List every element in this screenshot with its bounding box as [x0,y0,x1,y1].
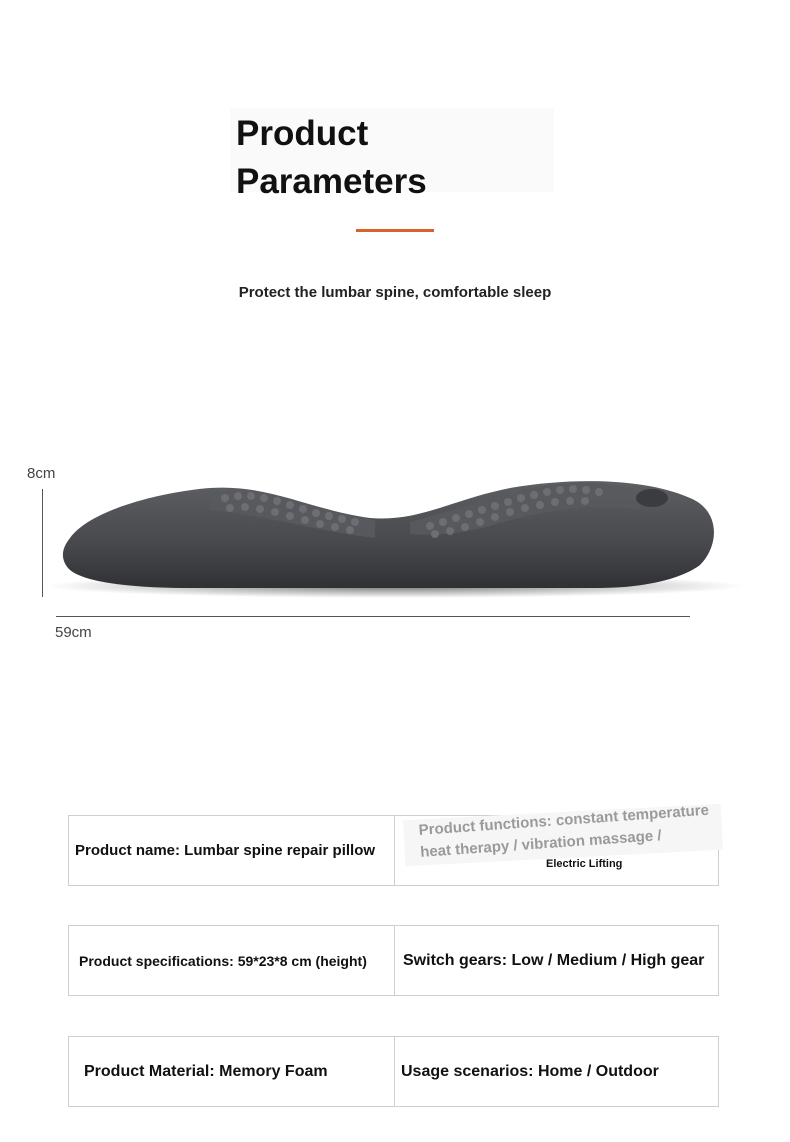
pillow-image [40,470,750,610]
spec-product-specifications: Product specifications: 59*23*8 cm (height) [79,952,367,969]
title-line-1: Product [236,114,369,153]
width-dimension-line [56,616,690,617]
spec-product-functions: Product functions: constant temperature heat therapy / vibration massage / [418,801,710,861]
control-knob [636,489,668,507]
spec-cell-product-material [68,1036,395,1107]
accent-divider [356,229,434,232]
spec-cell-product-name [68,815,395,886]
width-dimension-label: 59cm [55,624,92,641]
spec-product-functions-extra: Electric Lifting [546,858,623,870]
page-title [236,110,427,206]
spec-product-material: Product Material: Memory Foam [84,1062,328,1080]
height-dimension-label: 8cm [27,465,56,482]
spec-switch-gears: Switch gears: Low / Medium / High gear [403,951,705,969]
spec-cell-product-specifications [68,925,395,996]
page-subtitle: Protect the lumbar spine, comfortable sleep [238,284,552,301]
title-line-2: Parameters [236,162,427,201]
spec-cell-switch-gears [394,925,719,996]
spec-product-name: Product name: Lumbar spine repair pillow [75,842,376,859]
spec-usage-scenarios: Usage scenarios: Home / Outdoor [401,1062,659,1080]
spec-cell-usage-scenarios [394,1036,719,1107]
